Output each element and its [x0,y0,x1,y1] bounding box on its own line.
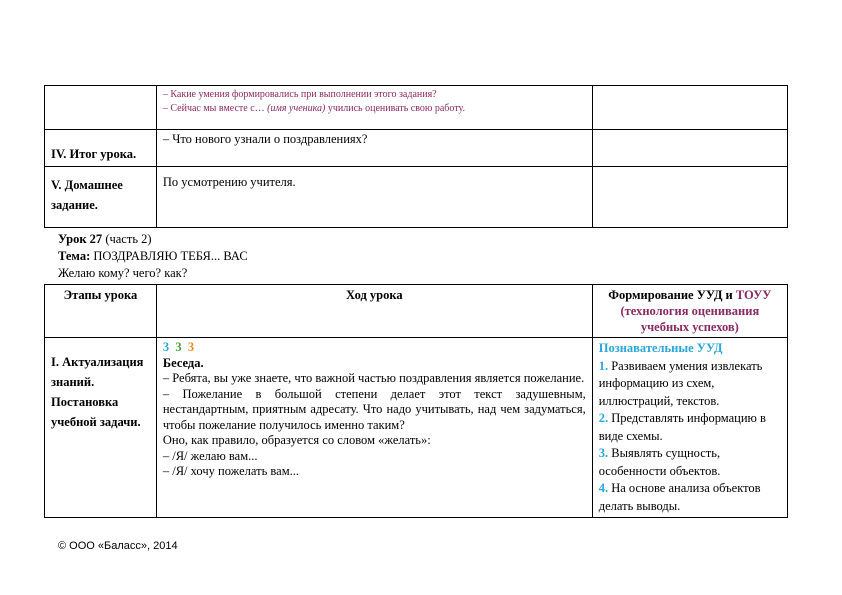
header-stages: Этапы урока [45,285,157,338]
stage-cell [45,86,157,130]
table-header-row [45,285,788,338]
stage-cell [45,338,157,518]
course-cell [156,167,592,228]
uud-cell [592,86,787,130]
uud-item: 1. Развиваем умения извлекать информацию из схем, иллюстраций, текстов. [598,358,763,408]
table-row [45,167,788,228]
uud-item: 2. Представлять информацию в виде схемы. [598,411,766,443]
paragraph: – Ребята, вы уже знаете, что важной частью поздравления является пожелание. [162,371,585,385]
uud-cell [592,338,787,518]
lesson-plan-table-main [44,284,788,518]
stage-label: IV. Итог урока. [51,147,137,161]
homework-text: По усмотрению учителя. [162,175,296,189]
paragraph: – /Я/ желаю вам... [162,448,258,463]
question-1: – Какие умения формировались при выполнении этого задания? [162,89,437,100]
stage-label: V. Домашнее задание. [51,178,123,212]
paragraph: – Пожелание в большой степени делает этот текст задушевным, нестандартным, приятным адресату. Что надо учитывать, над чем задуматься, чтобы пожелание получилось именно таким? [162,386,586,432]
header-course: Ход урока [156,285,592,338]
stage-label: I. Актуализация знаний. Постановка учебной задачи. [51,355,144,429]
table-row [45,338,788,518]
score-marks: 3 3 3 [162,340,195,354]
lesson-subtitle: Желаю кому? чего? как? [58,266,188,280]
lesson-number: Урок 27 (часть 2) [58,232,152,246]
question-2: – Сейчас мы вместе с… (имя ученика) учились оценивать свою работу. [162,103,465,114]
uud-item: 4. На основе анализа объектов делать выводы. [598,481,761,513]
uud-cell [592,130,787,167]
course-cell [156,130,592,167]
course-cell [156,338,592,518]
paragraph: Оно, как правило, образуется со словом «желать»: [162,433,431,447]
copyright-footer: © ООО «Баласс», 2014 [58,540,178,552]
table-row [45,130,788,167]
lesson-topic: Тема: ПОЗДРАВЛЯЮ ТЕБЯ... ВАС [58,249,248,263]
uud-title: Познавательные УУД [598,341,723,355]
stage-cell [45,167,157,228]
talk-heading: Беседа. [162,355,204,370]
header-uud: Формирование УУД и ТОУУ (технология оценивания учебных успехов) [592,285,787,338]
uud-item: 3. Выявлять сущность, особенности объектов. [598,446,721,478]
uud-cell [592,167,787,228]
stage-cell [45,130,157,167]
paragraph: – /Я/ хочу пожелать вам... [162,464,299,478]
lesson-plan-table-top [44,85,788,228]
course-cell [156,86,592,130]
table-row [45,86,788,130]
question-text: – Что нового узнали о поздравлениях? [162,132,368,146]
